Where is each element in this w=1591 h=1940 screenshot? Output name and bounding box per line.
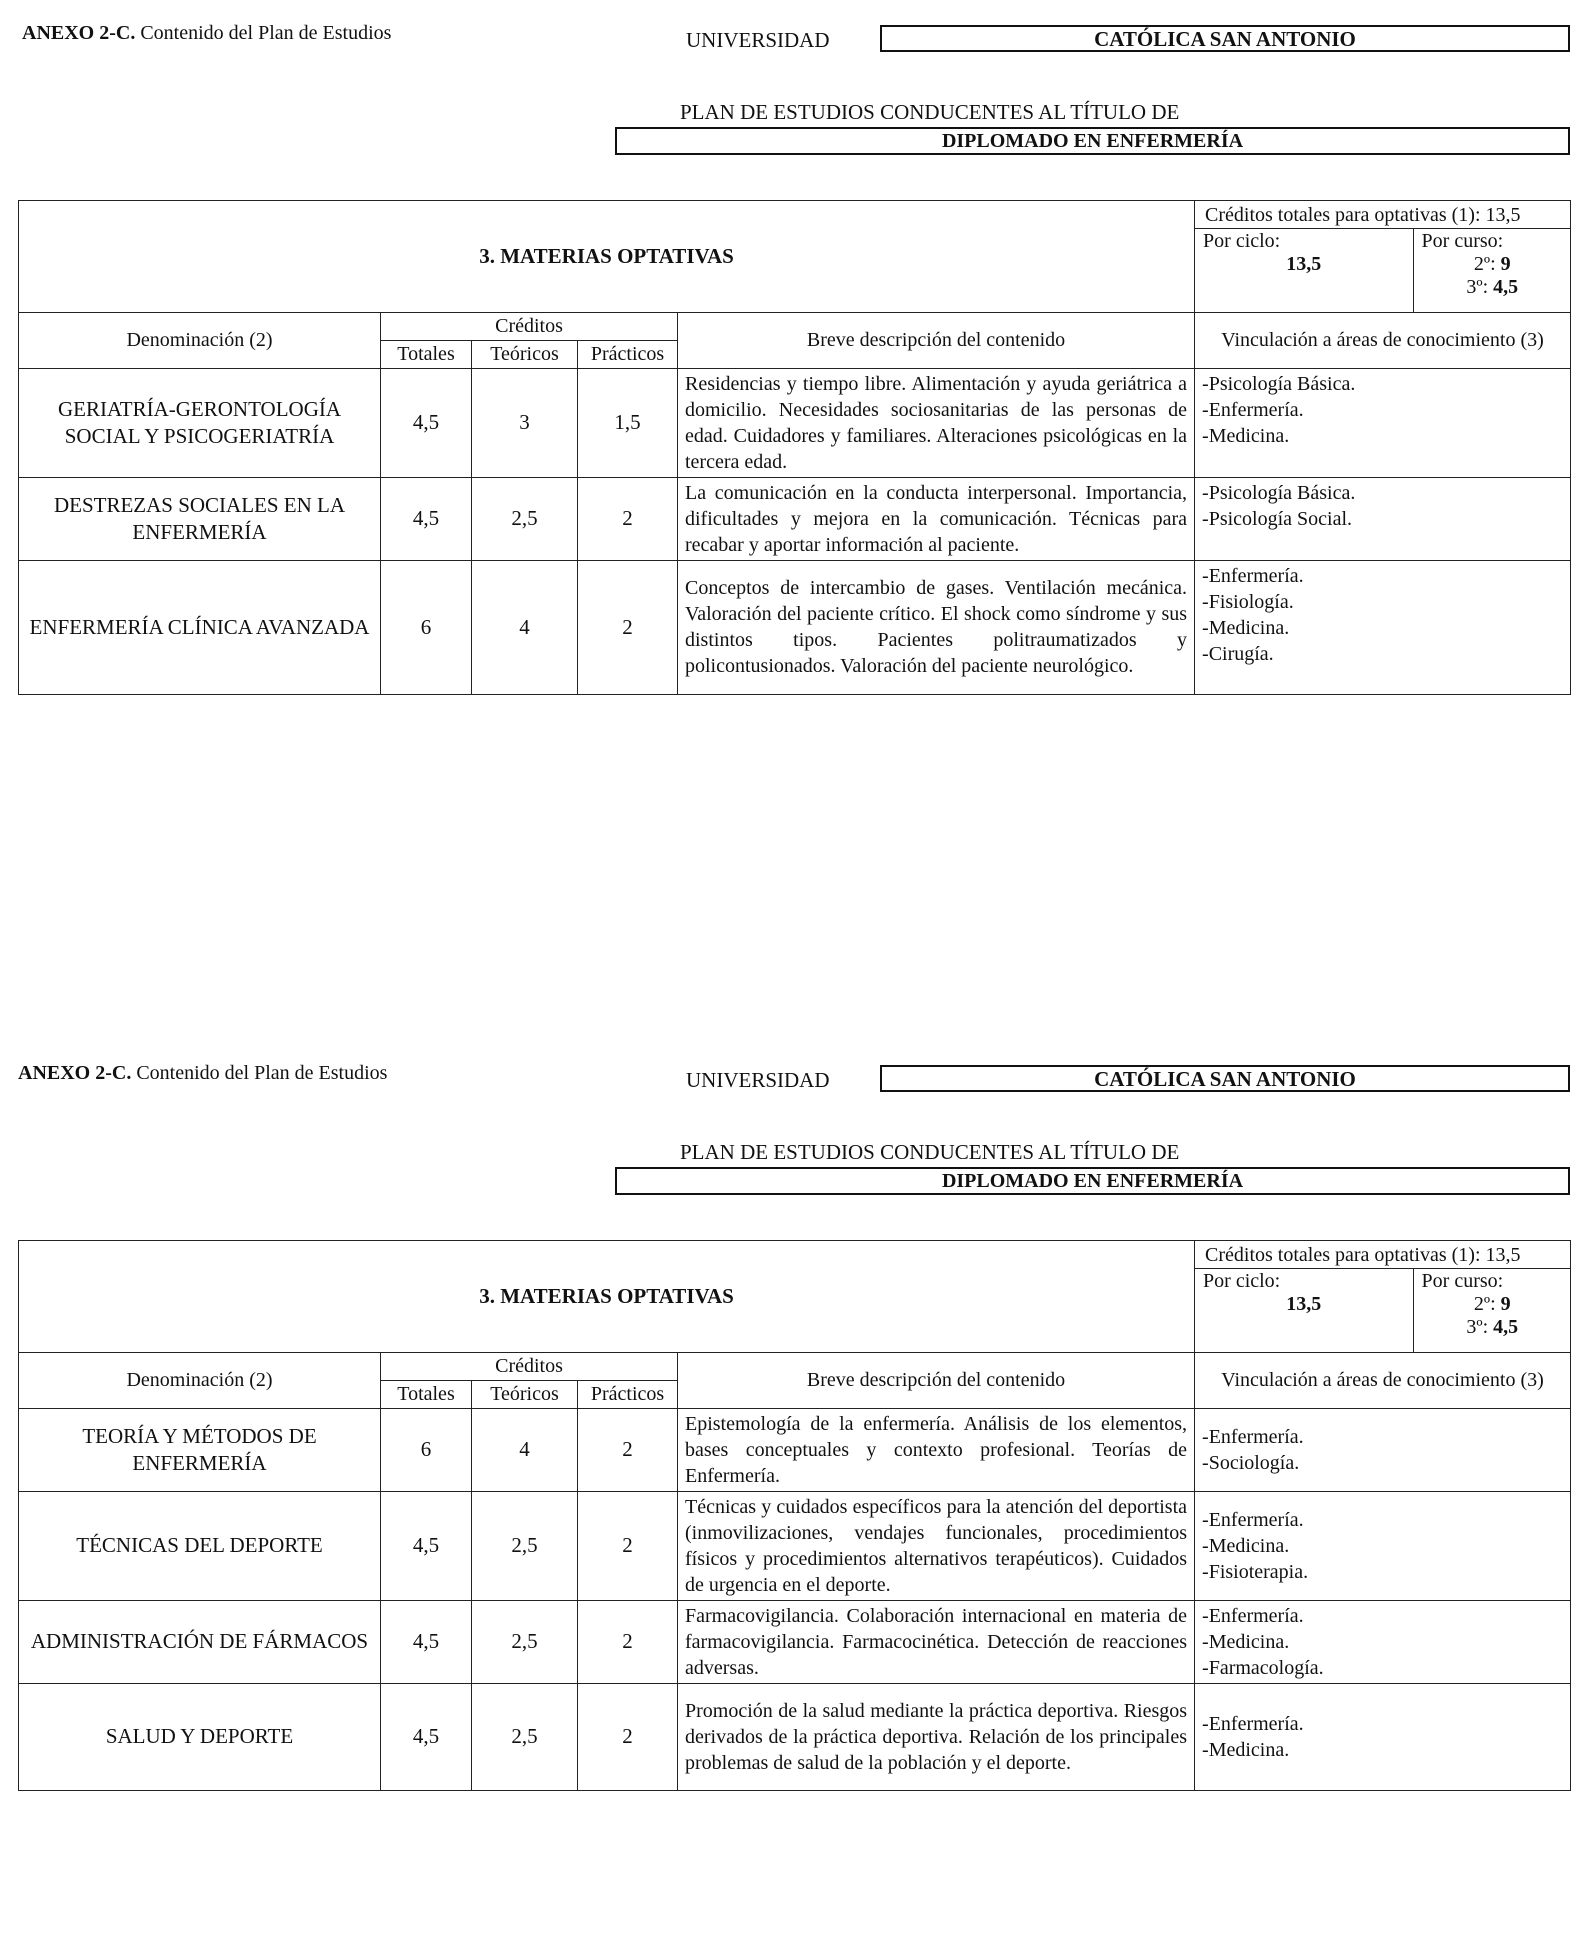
area-item: -Medicina. xyxy=(1202,424,1290,447)
subject-areas xyxy=(1195,560,1571,694)
university-name-box: CATÓLICA SAN ANTONIO xyxy=(880,1065,1570,1092)
credits-practicos: 1,5 xyxy=(578,368,678,477)
col-totales: Totales xyxy=(381,340,472,368)
area-item: -Psicología Social. xyxy=(1202,507,1353,530)
plan-label: PLAN DE ESTUDIOS CONDUCENTES AL TÍTULO DE xyxy=(680,1140,1180,1164)
subject-areas xyxy=(1195,368,1571,477)
por-ciclo-value: 13,5 xyxy=(1286,1292,1322,1315)
table-row xyxy=(19,560,1571,694)
curso-2-value: 9 xyxy=(1500,1292,1511,1315)
area-item: -Enfermería. xyxy=(1202,1508,1304,1531)
credits-practicos: 2 xyxy=(578,1683,678,1790)
table-row xyxy=(19,1408,1571,1491)
area-item: -Medicina. xyxy=(1202,616,1290,639)
credits-totales: 4,5 xyxy=(381,1600,472,1683)
subject-name: SALUD Y DEPORTE xyxy=(19,1683,381,1790)
area-item: -Enfermería. xyxy=(1202,1712,1304,1735)
area-item: -Psicología Básica. xyxy=(1202,372,1356,395)
credits-practicos: 2 xyxy=(578,1600,678,1683)
credits-teoricos: 3 xyxy=(472,368,578,477)
subject-description: Epistemología de la enfermería. Análisis de los elementos, bases conceptuales y contexto profesional. Teorías de Enfermería. xyxy=(678,1408,1195,1491)
credits-teoricos: 4 xyxy=(472,560,578,694)
credits-practicos: 2 xyxy=(578,1491,678,1600)
area-item: -Fisiología. xyxy=(1202,590,1294,613)
subject-description: Promoción de la salud mediante la práctica deportiva. Riesgos derivados de la práctica deportiva. Relación de los principales problemas de salud de la población y el deporte. xyxy=(678,1683,1195,1790)
table-row xyxy=(19,1683,1571,1790)
subject-description: Técnicas y cuidados específicos para la atención del deportista (inmovilizaciones, vendajes funcionales, procedimientos físicos y procedimientos alternativos terapéuticos). Cuidados de urgencia en el deporte. xyxy=(678,1491,1195,1600)
por-ciclo-value: 13,5 xyxy=(1286,252,1322,275)
annex-title: ANEXO 2-C. Contenido del Plan de Estudios xyxy=(22,22,392,44)
subject-name: GERIATRÍA-GERONTOLOGÍA SOCIAL Y PSICOGERIATRÍA xyxy=(19,368,381,477)
credits-totales: 6 xyxy=(381,1408,472,1491)
area-item: -Farmacología. xyxy=(1202,1656,1324,1679)
col-creditos: Créditos xyxy=(381,312,678,340)
section-title: 3. MATERIAS OPTATIVAS xyxy=(19,1241,1195,1353)
degree-box: DIPLOMADO EN ENFERMERÍA xyxy=(615,1167,1570,1195)
subject-description: La comunicación en la conducta interpersonal. Importancia, dificultades y mejora en la comunicación. Técnicas para recabar y aportar información al paciente. xyxy=(678,477,1195,560)
por-curso-cell xyxy=(1413,228,1571,312)
area-item: -Enfermería. xyxy=(1202,398,1304,421)
subject-areas xyxy=(1195,1491,1571,1600)
credits-totales: 6 xyxy=(381,560,472,694)
curso-2-value: 9 xyxy=(1500,252,1511,275)
section-title: 3. MATERIAS OPTATIVAS xyxy=(19,201,1195,313)
optativas-table xyxy=(18,1240,1571,1791)
credits-practicos: 2 xyxy=(578,560,678,694)
subject-name: ENFERMERÍA CLÍNICA AVANZADA xyxy=(19,560,381,694)
col-practicos: Prácticos xyxy=(578,1380,678,1408)
credits-totales: 4,5 xyxy=(381,477,472,560)
subject-description: Conceptos de intercambio de gases. Ventilación mecánica. Valoración del paciente crítico. El shock como síndrome y sus distintos tipos. Pacientes politraumatizados y policontusionados. Valoración del paciente neurológico. xyxy=(678,560,1195,694)
col-vinculacion: Vinculación a áreas de conocimiento (3) xyxy=(1195,1352,1571,1408)
curso-3-label: 3º: xyxy=(1466,275,1489,298)
subject-areas xyxy=(1195,477,1571,560)
area-item: -Cirugía. xyxy=(1202,642,1274,665)
area-item: -Medicina. xyxy=(1202,1630,1290,1653)
university-label: UNIVERSIDAD xyxy=(686,28,830,52)
col-creditos: Créditos xyxy=(381,1352,678,1380)
credits-teoricos: 2,5 xyxy=(472,477,578,560)
area-item: -Enfermería. xyxy=(1202,1425,1304,1448)
col-teoricos: Teóricos xyxy=(472,1380,578,1408)
subject-areas xyxy=(1195,1683,1571,1790)
credits-teoricos: 2,5 xyxy=(472,1491,578,1600)
credits-totales: 4,5 xyxy=(381,368,472,477)
credits-totales: 4,5 xyxy=(381,1491,472,1600)
table-row xyxy=(19,368,1571,477)
subject-areas xyxy=(1195,1600,1571,1683)
area-item: -Sociología. xyxy=(1202,1451,1300,1474)
subject-name: DESTREZAS SOCIALES EN LA ENFERMERÍA xyxy=(19,477,381,560)
optativas-table xyxy=(18,200,1571,695)
por-ciclo-cell xyxy=(1195,1268,1413,1352)
area-item: -Enfermería. xyxy=(1202,1604,1304,1627)
area-item: -Medicina. xyxy=(1202,1738,1290,1761)
col-descripcion: Breve descripción del contenido xyxy=(678,312,1195,368)
table-row xyxy=(19,1491,1571,1600)
credits-summary xyxy=(1195,201,1571,313)
curso-2-label: 2º: xyxy=(1473,252,1496,275)
table-row xyxy=(19,1600,1571,1683)
col-descripcion: Breve descripción del contenido xyxy=(678,1352,1195,1408)
area-item: -Fisioterapia. xyxy=(1202,1560,1309,1583)
document-page-1 xyxy=(0,0,1591,900)
por-curso-label: Por curso: xyxy=(1421,1269,1504,1292)
col-totales: Totales xyxy=(381,1380,472,1408)
curso-2-label: 2º: xyxy=(1473,1292,1496,1315)
subject-name: ADMINISTRACIÓN DE FÁRMACOS xyxy=(19,1600,381,1683)
credits-summary xyxy=(1195,1241,1571,1353)
por-curso-label: Por curso: xyxy=(1421,229,1504,252)
credits-practicos: 2 xyxy=(578,1408,678,1491)
curso-3-value: 4,5 xyxy=(1493,1315,1519,1338)
curso-3-label: 3º: xyxy=(1466,1315,1489,1338)
por-curso-cell xyxy=(1413,1268,1571,1352)
col-denominacion: Denominación (2) xyxy=(19,312,381,368)
por-ciclo-label: Por ciclo: xyxy=(1203,1269,1281,1292)
credits-teoricos: 2,5 xyxy=(472,1683,578,1790)
area-item: -Psicología Básica. xyxy=(1202,481,1356,504)
subject-name: TÉCNICAS DEL DEPORTE xyxy=(19,1491,381,1600)
table-row xyxy=(19,477,1571,560)
subject-description: Farmacovigilancia. Colaboración internacional en materia de farmacovigilancia. Farmacocinética. Detección de reacciones adversas. xyxy=(678,1600,1195,1683)
total-credits-label: Créditos totales para optativas (1): 13,5 xyxy=(1195,201,1571,228)
subject-areas xyxy=(1195,1408,1571,1491)
col-teoricos: Teóricos xyxy=(472,340,578,368)
annex-title: ANEXO 2-C. Contenido del Plan de Estudios xyxy=(18,1062,388,1084)
document-page-2 xyxy=(0,1040,1591,1940)
university-label: UNIVERSIDAD xyxy=(686,1068,830,1092)
credits-teoricos: 4 xyxy=(472,1408,578,1491)
col-vinculacion: Vinculación a áreas de conocimiento (3) xyxy=(1195,312,1571,368)
credits-practicos: 2 xyxy=(578,477,678,560)
subject-name: TEORÍA Y MÉTODOS DE ENFERMERÍA xyxy=(19,1408,381,1491)
plan-label: PLAN DE ESTUDIOS CONDUCENTES AL TÍTULO DE xyxy=(680,100,1180,124)
university-name-box: CATÓLICA SAN ANTONIO xyxy=(880,25,1570,52)
curso-3-value: 4,5 xyxy=(1493,275,1519,298)
subject-description: Residencias y tiempo libre. Alimentación y ayuda geriátrica a domicilio. Necesidades sociosanitarias de las personas de edad. Cuidadores y familiares. Alteraciones psicológicas en la tercera edad. xyxy=(678,368,1195,477)
total-credits-label: Créditos totales para optativas (1): 13,5 xyxy=(1195,1241,1571,1268)
credits-teoricos: 2,5 xyxy=(472,1600,578,1683)
por-ciclo-cell xyxy=(1195,228,1413,312)
area-item: -Enfermería. xyxy=(1202,564,1304,587)
area-item: -Medicina. xyxy=(1202,1534,1290,1557)
por-ciclo-label: Por ciclo: xyxy=(1203,229,1281,252)
credits-totales: 4,5 xyxy=(381,1683,472,1790)
degree-box: DIPLOMADO EN ENFERMERÍA xyxy=(615,127,1570,155)
col-denominacion: Denominación (2) xyxy=(19,1352,381,1408)
col-practicos: Prácticos xyxy=(578,340,678,368)
